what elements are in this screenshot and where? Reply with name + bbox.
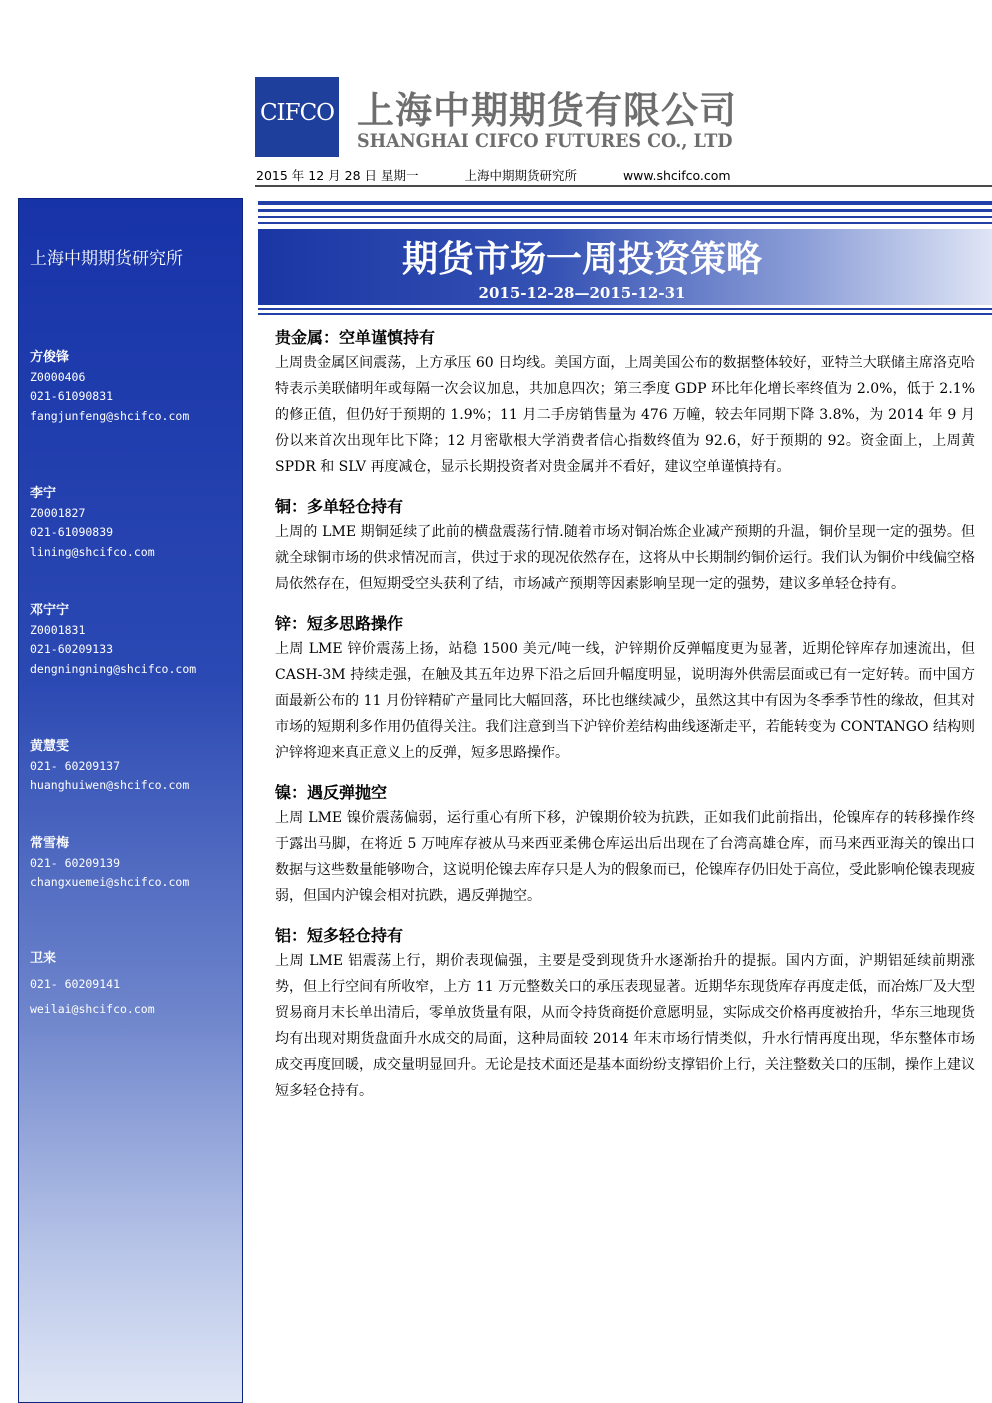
report-content xyxy=(275,325,975,1118)
banner-stripe xyxy=(258,222,992,224)
section-title: 镍：遇反弹抛空 xyxy=(275,783,388,802)
section-body: 上周 LME 镍价震荡偏弱，运行重心有所下移，沪镍期价较为抗跌，正如我们此前指出，伦镍库存的转移操作终于露出马脚，在将近 5 万吨库存被从马来西亚柔佛仓库运出后出现在了台湾高雄仓库，而马来西亚海关的镍出口数据与这些数量能够吻合，这说明伦镍去库存只是人为的假象而已，伦镍库存仍旧处于高位，受此影响伦镍表现疲弱，但国内沪镍会相对抗跌，遇反弹抛空。 xyxy=(275,810,975,904)
section-copper xyxy=(275,494,975,597)
contact-name: 方俊锋 xyxy=(30,350,70,365)
contact-email[interactable]: lining@shcifco.com xyxy=(30,544,155,559)
sidebar-title: 上海中期期货研究所 xyxy=(30,249,183,269)
date-line xyxy=(256,166,773,184)
contact-name: 黄慧雯 xyxy=(30,739,70,754)
contact-card xyxy=(30,348,189,426)
contact-phone: 021-61090839 xyxy=(30,525,114,539)
contact-name: 李宁 xyxy=(30,486,57,501)
section-body: 上周 LME 锌价震荡上扬，站稳 1500 美元/吨一线，沪锌期价反弹幅度更为显著，近期伦锌库存加速流出，但 CASH-3M 持续走强，在触及其五年边界下沿之后回升幅度明显，说明海外供需层面或已有一定好转。而中国方面最新公布的 11 月份锌精矿产量同比大幅回落，环比也继续减少，虽然这其中有因为冬季季节性的缘故，但其对市场的短期利多作用仍值得关注。我们注意到当下沪锌价差结构曲线逐渐走平，若能转变为 CONTANGO 结构则沪锌将迎来真正意义上的反弹，短多思路操作。 xyxy=(275,641,975,761)
section-precious-metals xyxy=(275,325,975,480)
logo-text: CIFCO xyxy=(259,100,335,126)
contact-phone: 021- 60209139 xyxy=(30,855,121,870)
date-range: 2015-12-28—2015-12-31 xyxy=(478,284,686,302)
contact-card xyxy=(30,601,196,679)
website-link[interactable]: www.shcifco.com xyxy=(622,168,731,183)
section-aluminum xyxy=(275,923,975,1104)
contact-email[interactable]: changxuemei@shcifco.com xyxy=(30,875,190,889)
contact-card xyxy=(30,949,155,1020)
section-zinc xyxy=(275,611,975,766)
header-rule xyxy=(255,185,992,187)
contact-phone: 021-61090831 xyxy=(30,389,114,403)
banner-stripe xyxy=(258,313,992,315)
banner-stripe xyxy=(258,209,992,212)
company-name-cn: 上海中期期货有限公司 xyxy=(357,89,737,132)
banner-stripe xyxy=(258,308,992,310)
contact-name: 邓宁宁 xyxy=(30,603,70,618)
banner-stripe xyxy=(258,216,992,218)
section-nickel xyxy=(275,780,975,909)
contact-phone: 021- 60209137 xyxy=(30,758,121,773)
contact-id: Z0001827 xyxy=(30,505,86,520)
banner-stripe xyxy=(258,201,992,205)
section-body: 上周的 LME 期铜延续了此前的横盘震荡行情.随着市场对铜冶炼企业减产预期的升温，铜价呈现一定的强势。但就全球铜市场的供求情况而言，供过于求的现况依然存在，这将从中长期制约铜价运行。我们认为铜价中线偏空格局依然存在，但短期受空头获利了结，市场减产预期等因素影响呈现一定的强势，建议多单轻仓持有。 xyxy=(275,524,975,592)
contact-id: Z0000406 xyxy=(30,369,86,384)
section-title: 铝：短多轻仓持有 xyxy=(275,926,404,945)
contact-email[interactable]: fangjunfeng@shcifco.com xyxy=(30,408,190,423)
page-title: 期货市场一周投资策略 xyxy=(401,239,762,280)
contact-card xyxy=(30,737,189,796)
company-name-en: SHANGHAI CIFCO FUTURES CO., LTD xyxy=(357,130,733,152)
section-title: 锌：短多思路操作 xyxy=(275,614,404,633)
section-title: 铜：多单轻仓持有 xyxy=(275,497,404,516)
contact-id: Z0001831 xyxy=(30,622,86,637)
section-title: 贵金属：空单谨慎持有 xyxy=(275,328,436,347)
contact-email[interactable]: weilai@shcifco.com xyxy=(30,1002,155,1016)
contact-phone: 021- 60209141 xyxy=(30,976,121,991)
contact-name: 常雪梅 xyxy=(30,836,70,851)
contact-email[interactable]: dengningning@shcifco.com xyxy=(30,661,197,676)
report-date: 2015 年 12 月 28 日 星期一 xyxy=(256,168,419,183)
contact-name: 卫来 xyxy=(30,951,57,966)
section-body: 上周 LME 铝震荡上行，期价表现偏强，主要是受到现货升水逐渐抬升的提振。国内方面，沪期铝延续前期涨势，但上行空间有所收窄，上方 11 万元整数关口的承压表现显著。近期华东现货库存再度走低，而冶炼厂及大型贸易商月末长单出清后，零单放货量有限，从而令持货商挺价意愿明显，实际成交价格再度被抬升，华东三地现货均有出现对期货盘面升水成交的局面，这种局面较 2014 年末市场行情类似，升水行情再度出现，华东整体市场成交再度回暖，成交量明显回升。无论是技术面还是基本面纷纷支撑铝价上行，关注整数关口的压制，操作上建议短多轻仓持有。 xyxy=(275,953,975,1099)
section-body: 上周贵金属区间震荡，上方承压 60 日均线。美国方面，上周美国公布的数据整体较好，亚特兰大联储主席洛克哈特表示美联储明年或每隔一次会议加息，共加息四次；第三季度 GDP 环比年化增长率终值为 2.0%，低于 2.1%的修正值，但仍好于预期的 1.9%；11 月二手房销售量为 476 万幢，较去年同期下降 3.8%，为 2014 年 9 月份以来首次出现年比下降；12 月密歇根大学消费者信心指数终值为 92.6，好于预期的 92。资金面上，上周黄 SPDR 和 SLV 再度减仓，显示长期投资者对贵金属并不看好，建议空单谨慎持有。 xyxy=(275,355,975,475)
contact-email[interactable]: huanghuiwen@shcifco.com xyxy=(30,778,190,792)
contact-card xyxy=(30,834,189,893)
institute-name: 上海中期期货研究所 xyxy=(464,168,577,183)
contact-phone: 021-60209133 xyxy=(30,642,114,656)
contact-card xyxy=(30,484,155,562)
